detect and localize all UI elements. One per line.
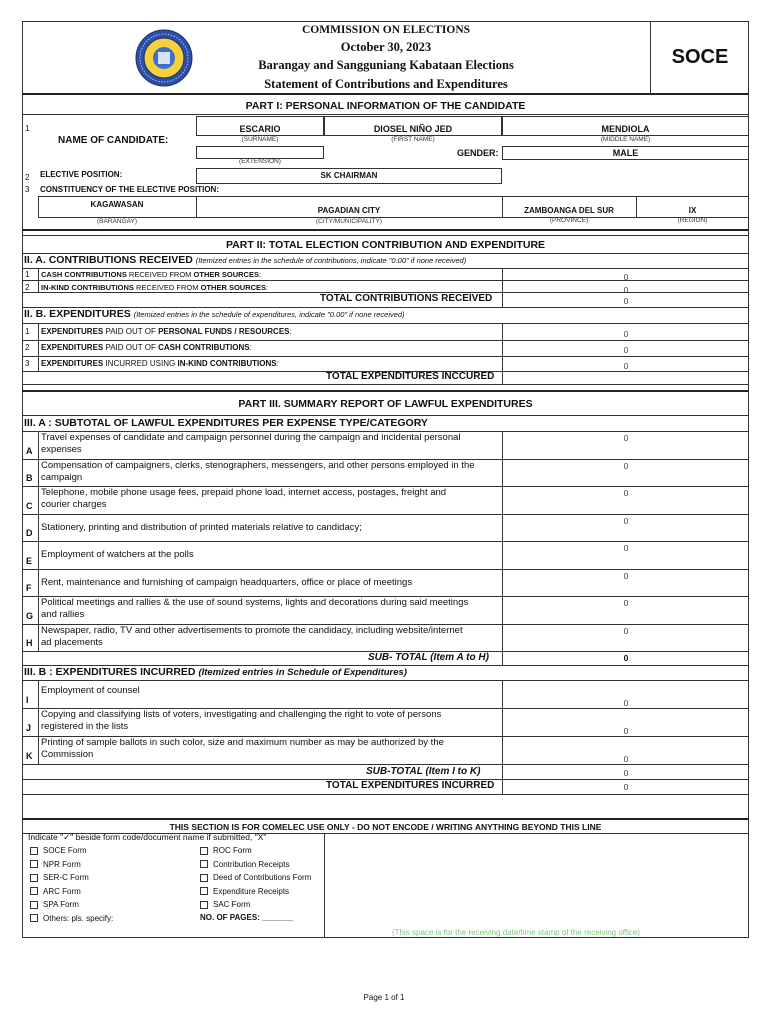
expense-line: Stationery, printing and distribution of printed materials relative to candidacy; bbox=[41, 521, 362, 533]
expense-line: and rallies bbox=[41, 609, 85, 620]
checkbox-icon[interactable] bbox=[30, 847, 38, 855]
expense-value: 0 bbox=[623, 460, 629, 471]
row-letter: A bbox=[26, 445, 33, 456]
part2-title: PART II: TOTAL ELECTION CONTRIBUTION AND EXPENDITURE bbox=[225, 239, 546, 251]
divider bbox=[22, 680, 749, 681]
checkbox-icon[interactable] bbox=[200, 847, 208, 855]
expense-value: 0 bbox=[623, 488, 629, 498]
checklist-label: NPR Form bbox=[43, 859, 81, 869]
comelec-title: THIS SECTION IS FOR COMELEC USE ONLY - DO NOT ENCODE / WRITING ANYTHING BEYOND THIS LINE bbox=[169, 822, 602, 832]
row-letter: K bbox=[26, 751, 33, 761]
divider bbox=[22, 764, 749, 765]
checkbox-icon[interactable] bbox=[200, 874, 208, 882]
first-name-value: DIOSEL NIÑO JED bbox=[373, 124, 453, 134]
subtotal-i-k-value: 0 bbox=[623, 768, 629, 778]
divider bbox=[22, 384, 749, 385]
expense-value: 0 bbox=[623, 754, 629, 764]
pages-label: NO. OF PAGES: _______ bbox=[200, 913, 294, 922]
checkbox-icon[interactable] bbox=[200, 901, 208, 909]
expense-line: Political meetings and rallies & the use of sound systems, lights and decorations during said meetings bbox=[41, 597, 469, 608]
divider bbox=[502, 268, 503, 307]
row-letter: I bbox=[26, 695, 29, 705]
election-title: Barangay and Sangguniang Kabataan Elections bbox=[258, 58, 514, 72]
expense-line: Employment of counsel bbox=[41, 685, 140, 696]
checklist-item[interactable] bbox=[200, 900, 250, 909]
row-number: 1 bbox=[25, 124, 30, 133]
expense-value: 0 bbox=[623, 726, 629, 736]
expense-line: Rent, maintenance and furnishing of campaign headquarters, office or place of meetings bbox=[41, 576, 413, 588]
expense-category bbox=[41, 522, 499, 534]
checklist-label: SAC Form bbox=[213, 900, 251, 909]
province-value: ZAMBOANGA DEL SUR bbox=[524, 206, 614, 215]
checklist-label: Contribution Receipts bbox=[213, 859, 290, 869]
row-letter: B bbox=[26, 473, 33, 483]
form-code: SOCE bbox=[671, 46, 729, 68]
expense-line: Copying and classifying lists of voters, investigating and challenging the right to vote of persons bbox=[41, 709, 442, 720]
expense-value: 0 bbox=[623, 433, 629, 443]
row-number: 2 bbox=[25, 173, 30, 182]
total-incurred-label: TOTAL EXPENDITURES INCURRED bbox=[326, 780, 495, 791]
constituency-label: CONSTITUENCY OF THE ELECTIVE POSITION: bbox=[40, 185, 219, 194]
expenditure-inkind-value: 0 bbox=[623, 361, 629, 371]
checklist-item[interactable] bbox=[30, 914, 113, 923]
checkbox-icon[interactable] bbox=[200, 887, 208, 895]
city-value: PAGADIAN CITY bbox=[317, 206, 381, 215]
checklist-item[interactable] bbox=[30, 887, 81, 896]
divider bbox=[22, 390, 749, 392]
expense-line: expenses bbox=[41, 444, 82, 455]
gender-label: GENDER: bbox=[457, 148, 499, 158]
expense-line: Newspaper, radio, TV and other advertisements to promote the candidacy, including website/internet bbox=[41, 624, 463, 636]
subtotal-i-k-label: SUB-TOTAL (Item I to K) bbox=[366, 766, 481, 777]
subtotal-a-h-label: SUB- TOTAL (Item A to H) bbox=[368, 652, 489, 663]
first-name-caption: (FIRST NAME) bbox=[391, 136, 435, 143]
expense-value: 0 bbox=[623, 515, 629, 526]
city-caption: (CITY/MUNICIPALITY) bbox=[316, 218, 382, 225]
divider bbox=[22, 268, 749, 269]
gender-value: MALE bbox=[612, 148, 639, 158]
divider bbox=[22, 514, 749, 515]
subtotal-a-h-value: 0 bbox=[623, 653, 629, 663]
checklist-label: ROC Form bbox=[213, 846, 252, 855]
row-letter: D bbox=[26, 528, 33, 538]
part1-title: PART I: PERSONAL INFORMATION OF THE CANDIDATE bbox=[245, 100, 526, 112]
statement-title: Statement of Contributions and Expenditures bbox=[264, 77, 508, 91]
row-letter: G bbox=[26, 610, 34, 621]
divider bbox=[22, 235, 749, 236]
checklist-label: ARC Form bbox=[43, 886, 81, 896]
comelec-seal bbox=[132, 28, 196, 88]
row-number: 3 bbox=[25, 359, 30, 368]
row-letter: J bbox=[26, 723, 32, 733]
expense-line: Compensation of campaigners, clerks, stenographers, messengers, and other persons employed in the bbox=[41, 459, 475, 471]
page-number: Page 1 of 1 bbox=[363, 993, 405, 1002]
expense-line: registered in the lists bbox=[41, 721, 129, 732]
divider bbox=[22, 818, 749, 820]
expense-category bbox=[41, 460, 499, 484]
expense-category bbox=[41, 597, 499, 621]
row-number: 3 bbox=[25, 185, 30, 194]
row-letter: H bbox=[26, 638, 33, 648]
surname-caption: (SURNAME) bbox=[241, 136, 279, 143]
checklist-label: Expenditure Receipts bbox=[213, 886, 290, 896]
checklist-item[interactable] bbox=[200, 887, 289, 896]
part3b-heading: III. B : EXPENDITURES INCURRED (Itemized entries in Schedule of Expenditures) bbox=[24, 666, 407, 678]
divider bbox=[22, 415, 749, 416]
expense-line: Printing of sample ballots in such color, size and maximum number as may be authorized by the bbox=[41, 737, 444, 748]
expense-value: 0 bbox=[623, 598, 629, 608]
divider bbox=[502, 680, 503, 794]
divider bbox=[38, 680, 39, 764]
checklist-item[interactable] bbox=[30, 860, 81, 869]
region-caption: (REGION) bbox=[677, 217, 708, 224]
expenditure-cash-value: 0 bbox=[623, 345, 629, 355]
expense-category bbox=[41, 577, 499, 589]
position-label: ELECTIVE POSITION: bbox=[40, 170, 123, 179]
region-value: IX bbox=[688, 206, 697, 215]
middle-name-value: MENDIOLA bbox=[601, 124, 650, 134]
checkbox-icon[interactable] bbox=[30, 860, 38, 868]
total-expenditures-label: TOTAL EXPENDITURES INCCURED bbox=[326, 371, 495, 382]
checkbox-icon[interactable] bbox=[30, 914, 38, 922]
expense-line: ad placements bbox=[41, 636, 103, 648]
barangay-caption: (BARANGAY) bbox=[97, 218, 137, 225]
expense-value: 0 bbox=[623, 570, 629, 581]
extension-caption: (EXTENSION) bbox=[239, 158, 281, 165]
agency-title: COMMISSION ON ELECTIONS bbox=[301, 24, 471, 36]
divider bbox=[502, 323, 503, 384]
total-contributions-label: TOTAL CONTRIBUTIONS RECEIVED bbox=[320, 293, 493, 304]
checklist-instruction: Indicate "✓" beside form code/document name if submitted, "X" bbox=[28, 832, 267, 842]
expense-category bbox=[41, 432, 499, 456]
divider bbox=[22, 340, 749, 341]
divider bbox=[22, 541, 749, 542]
expenditures-heading: II. B. EXPENDITURES (Itemized entries in the schedule of expenditures, indicate "0.00" if none received) bbox=[24, 308, 405, 320]
middle-name-caption: (MIDDLE NAME) bbox=[600, 136, 651, 143]
checklist-item[interactable] bbox=[30, 900, 79, 909]
checkbox-icon[interactable] bbox=[200, 860, 208, 868]
divider bbox=[22, 323, 749, 324]
province-caption: (PROVINCE) bbox=[549, 217, 589, 224]
surname-value: ESCARIO bbox=[239, 124, 281, 134]
barangay-value: KAGAWASAN bbox=[90, 200, 144, 209]
divider bbox=[502, 431, 503, 665]
expenditure-inkind-label: EXPENDITURES INCURRED USING IN-KIND CONTRIBUTIONS: bbox=[41, 359, 279, 368]
expense-value: 0 bbox=[623, 543, 629, 553]
expense-category bbox=[41, 709, 499, 733]
expense-line: Telephone, mobile phone usage fees, prepaid phone load, internet access, postages, freight and bbox=[41, 487, 447, 498]
expense-line: Employment of watchers at the polls bbox=[41, 549, 194, 560]
expenditure-personal-label: EXPENDITURES PAID OUT OF PERSONAL FUNDS / RESOURCES: bbox=[41, 327, 292, 336]
row-letter: C bbox=[26, 500, 33, 511]
expense-category bbox=[41, 549, 499, 561]
checklist-label: Deed of Contributions Form bbox=[213, 873, 312, 882]
checklist-label: SPA Form bbox=[43, 900, 79, 909]
inkind-contributions-value: 0 bbox=[623, 285, 629, 295]
row-letter: F bbox=[26, 583, 32, 593]
divider bbox=[22, 280, 749, 281]
expenditure-personal-value: 0 bbox=[623, 329, 629, 339]
checklist-label: SER-C Form bbox=[43, 873, 89, 882]
form-date: October 30, 2023 bbox=[340, 40, 432, 54]
checkbox-icon[interactable] bbox=[30, 874, 38, 882]
divider bbox=[22, 569, 749, 570]
expenditure-cash-label: EXPENDITURES PAID OUT OF CASH CONTRIBUTIONS: bbox=[41, 343, 252, 352]
total-contributions-value: 0 bbox=[623, 296, 629, 306]
divider bbox=[38, 431, 39, 651]
inkind-contributions-label: IN-KIND CONTRIBUTIONS RECEIVED FROM OTHER SOURCES: bbox=[41, 283, 269, 292]
divider bbox=[22, 114, 749, 115]
expense-category bbox=[41, 737, 499, 761]
name-label: NAME OF CANDIDATE: bbox=[58, 135, 169, 146]
divider bbox=[38, 323, 39, 371]
total-incurred-value: 0 bbox=[623, 782, 629, 792]
checkbox-icon[interactable] bbox=[30, 901, 38, 909]
expense-value: 0 bbox=[623, 698, 629, 708]
divider bbox=[22, 93, 749, 95]
checklist-label: SOCE Form bbox=[43, 846, 87, 855]
contributions-heading: II. A. CONTRIBUTIONS RECEIVED (Itemized entries in the schedule of contributions, indicate "0.00" if none received) bbox=[24, 254, 467, 266]
cash-contributions-label: CASH CONTRIBUTIONS RECEIVED FROM OTHER SOURCES: bbox=[41, 270, 262, 279]
divider bbox=[22, 356, 749, 357]
stamp-space-note: (This space is for the receiving date/time stamp of the receiving office) bbox=[392, 928, 640, 937]
expense-category bbox=[41, 625, 499, 649]
checkbox-icon[interactable] bbox=[30, 887, 38, 895]
checklist-item[interactable] bbox=[30, 873, 89, 882]
row-letter: E bbox=[26, 555, 33, 566]
checklist-item[interactable] bbox=[30, 846, 87, 855]
row-number: 1 bbox=[25, 270, 30, 279]
part3a-title: III. A : SUBTOTAL OF LAWFUL EXPENDITURES PER EXPENSE TYPE/CATEGORY bbox=[24, 417, 428, 429]
checklist-item[interactable] bbox=[200, 846, 252, 855]
expense-category bbox=[41, 685, 499, 697]
row-number: 1 bbox=[25, 327, 30, 336]
checklist-item[interactable] bbox=[200, 873, 311, 882]
divider bbox=[22, 794, 749, 795]
expense-line: Commission bbox=[41, 749, 94, 760]
checklist-item[interactable] bbox=[200, 860, 289, 869]
expense-line: courier charges bbox=[41, 499, 107, 510]
divider bbox=[22, 229, 749, 231]
position-value: SK CHAIRMAN bbox=[320, 171, 378, 180]
checklist-label: Others: pls. specify: bbox=[43, 913, 114, 923]
expense-value: 0 bbox=[623, 625, 629, 636]
expense-category bbox=[41, 487, 499, 511]
cash-contributions-value: 0 bbox=[623, 272, 629, 282]
part3-title: PART III. SUMMARY REPORT OF LAWFUL EXPENDITURES bbox=[238, 398, 533, 410]
row-number: 2 bbox=[25, 283, 30, 292]
row-number: 2 bbox=[25, 343, 30, 352]
expense-line: campaign bbox=[41, 471, 83, 483]
divider bbox=[324, 833, 325, 938]
expense-line: Travel expenses of candidate and campaign personnel during the campaign and incidental personal bbox=[41, 432, 461, 443]
